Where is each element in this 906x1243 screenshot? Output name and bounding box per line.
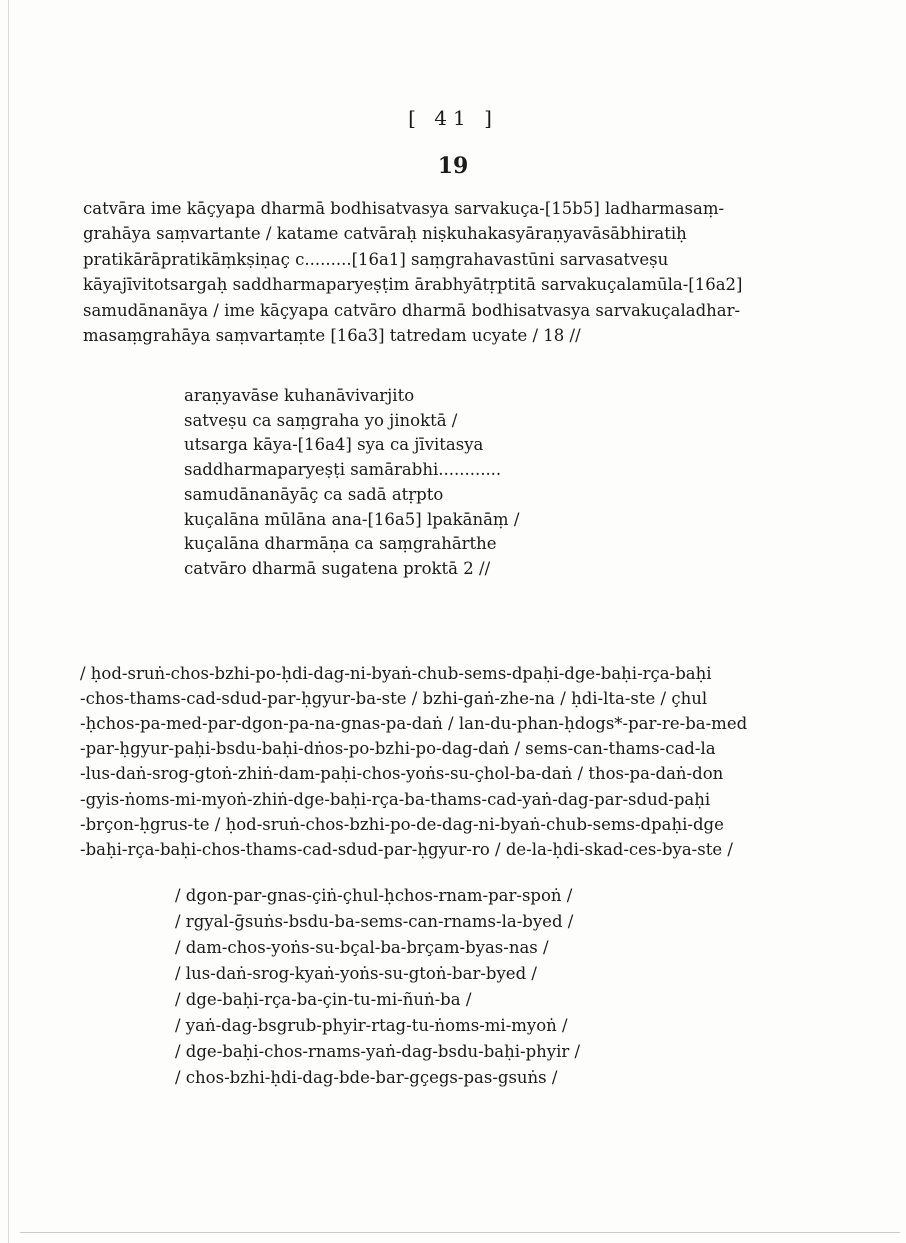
tibetan-prose-line: -ḥchos-pa-med-par-dgon-pa-na-gnas-pa-daṅ / lan-du-phan-ḥdogs*-par-re-ba-med bbox=[80, 714, 748, 733]
sanskrit-verse-line: utsarga kāya-[16a4] sya ca jīvitasya bbox=[184, 435, 484, 454]
sanskrit-prose-line: catvāra ime kāçyapa dharmā bodhisatvasya sarvakuça-[15b5] ladharmasaṃ- bbox=[83, 199, 725, 218]
scan-bottom-edge bbox=[20, 1232, 900, 1233]
tibetan-prose-line: -gyis-ṅoms-mi-myoṅ-zhiṅ-dge-baḥi-rça-ba-thams-cad-yaṅ-dag-par-sdud-paḥi bbox=[80, 790, 711, 809]
tibetan-prose-line: -baḥi-rça-baḥi-chos-thams-cad-sdud-par-ḥgyur-ro / de-la-ḥdi-skad-ces-bya-ste / bbox=[80, 840, 733, 859]
sanskrit-verse-line: satveṣu ca saṃgraha yo jinoktā / bbox=[184, 411, 458, 430]
sanskrit-verse-line: samudānanāyāç ca sadā atṛpto bbox=[184, 485, 444, 504]
sanskrit-verse-line: kuçalāna mūlāna ana-[16a5] lpakānāṃ / bbox=[184, 510, 520, 529]
section-number: 19 bbox=[437, 153, 469, 179]
sanskrit-verse-line: araṇyavāse kuhanāvivarjito bbox=[184, 386, 415, 405]
sanskrit-verse-line: catvāro dharmā sugatena proktā 2 // bbox=[184, 559, 491, 578]
tibetan-verse-line: / rgyal-ḡsuṅs-bsdu-ba-sems-can-rnams-la-byed / bbox=[175, 912, 574, 931]
tibetan-verse-line: / dgon-par-gnas-çiṅ-çhul-ḥchos-rnam-par-spoṅ / bbox=[175, 886, 573, 905]
sanskrit-verse-line: kuçalāna dharmāṇa ca saṃgrahārthe bbox=[184, 534, 497, 553]
tibetan-prose-line: -chos-thams-cad-sdud-par-ḥgyur-ba-ste / bzhi-gaṅ-zhe-na / ḥdi-lta-ste / çhul bbox=[80, 689, 708, 708]
tibetan-verse-line: / yaṅ-dag-bsgrub-phyir-rtag-tu-ṅoms-mi-myoṅ / bbox=[175, 1016, 568, 1035]
tibetan-prose-line: / ḥod-sruṅ-chos-bzhi-po-ḥdi-dag-ni-byaṅ-chub-sems-dpaḥi-dge-baḥi-rça-baḥi bbox=[80, 664, 712, 683]
sanskrit-prose-line: samudānanāya / ime kāçyapa catvāro dharmā bodhisatvasya sarvakuçaladhar- bbox=[83, 301, 741, 320]
sanskrit-prose-line: masaṃgrahāya saṃvartaṃte [16a3] tatredam ucyate / 18 // bbox=[83, 326, 581, 345]
sanskrit-prose-line: grahāya saṃvartante / katame catvāraḥ niṣkuhakasyāraṇyavāsābhiratiḥ bbox=[83, 224, 687, 243]
sanskrit-prose-line: pratikārāpratikāṃkṣiṇaç c.........[16a1] saṃgrahavastūni sarvasatveṣu bbox=[83, 250, 669, 269]
sanskrit-prose-line: kāyajīvitotsargaḥ saddharmaparyeṣṭim ārabhyātṛptitā sarvakuçalamūla-[16a2] bbox=[83, 275, 743, 294]
scan-left-edge bbox=[0, 0, 9, 1243]
tibetan-verse-line: / dge-baḥi-chos-rnams-yaṅ-dag-bsdu-baḥi-phyir / bbox=[175, 1042, 581, 1061]
tibetan-verse-line: / dam-chos-yoṅs-su-bçal-ba-brçam-byas-nas / bbox=[175, 938, 549, 957]
tibetan-verse-line: / lus-daṅ-srog-kyaṅ-yoṅs-su-gtoṅ-bar-byed / bbox=[175, 964, 537, 983]
tibetan-prose-line: -brçon-ḥgrus-te / ḥod-sruṅ-chos-bzhi-po-de-dag-ni-byaṅ-chub-sems-dpaḥi-dge bbox=[80, 815, 724, 834]
tibetan-prose-line: -lus-daṅ-srog-gtoṅ-zhiṅ-dam-paḥi-chos-yoṅs-su-çhol-ba-daṅ / thos-pa-daṅ-don bbox=[80, 764, 724, 783]
sanskrit-verse-line: saddharmaparyeṣṭi samārabhi............ bbox=[184, 460, 502, 479]
tibetan-verse-line: / dge-baḥi-rça-ba-çin-tu-mi-ñuṅ-ba / bbox=[175, 990, 472, 1009]
tibetan-prose-line: -par-ḥgyur-paḥi-bsdu-baḥi-dṅos-po-bzhi-po-dag-daṅ / sems-can-thams-cad-la bbox=[80, 739, 716, 758]
page-number: [ 41 ] bbox=[408, 106, 498, 130]
tibetan-verse-line: / chos-bzhi-ḥdi-dag-bde-bar-gçegs-pas-gsuṅs / bbox=[175, 1068, 558, 1087]
